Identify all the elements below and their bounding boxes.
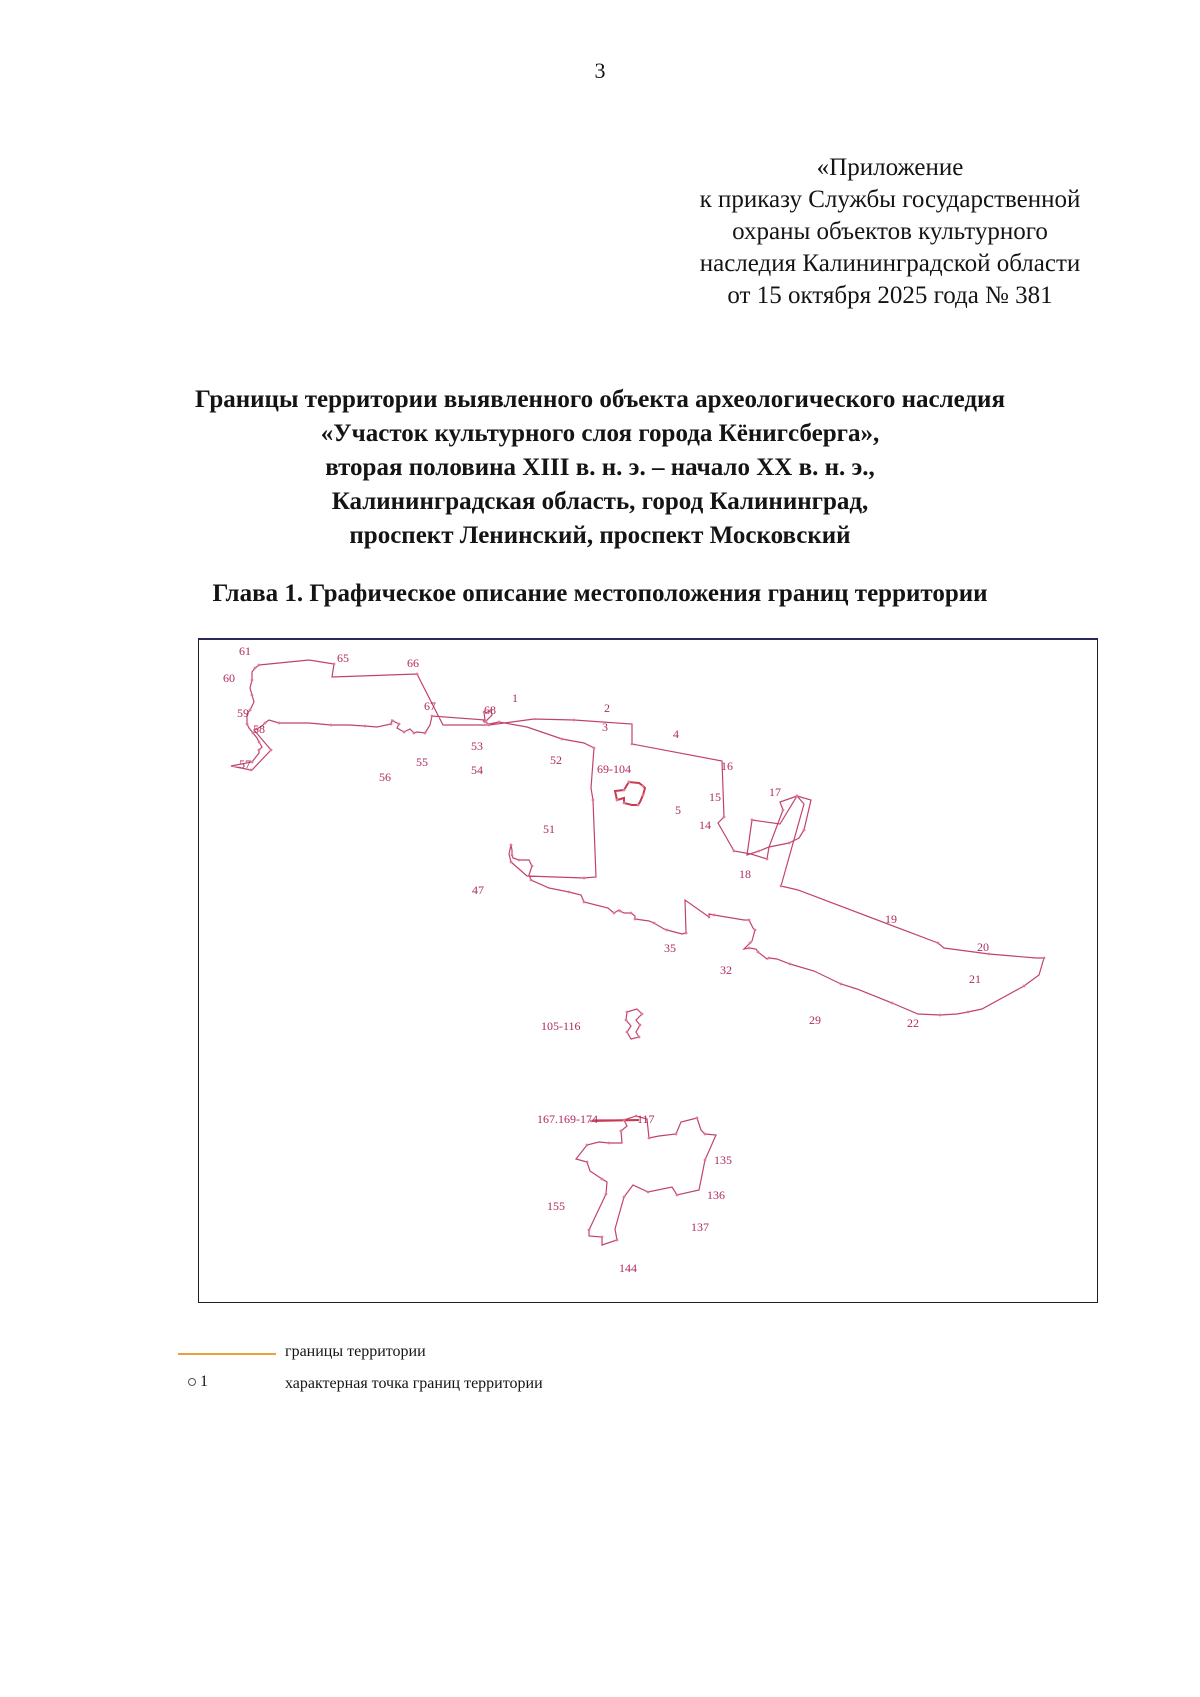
boundary-vertex [626, 1011, 629, 1014]
point-label: 58 [253, 722, 265, 736]
boundary-vertex [254, 667, 257, 670]
chapter-title: Глава 1. Графическое описание местоположения границ территории [212, 580, 988, 607]
point-label: 57 [239, 757, 251, 771]
boundary-vertex [647, 1191, 650, 1194]
boundary-vertex [626, 1031, 629, 1034]
cluster-167-174-line [591, 1120, 639, 1121]
boundary-vertex [270, 749, 273, 752]
point-label: 32 [720, 963, 732, 977]
boundary-vertex [653, 922, 656, 925]
appendix-note-line: «Приложение [816, 154, 964, 181]
boundary-vertex [431, 715, 434, 718]
legend-point-text: характерная точка границ территории [285, 1375, 543, 1392]
boundary-vertex [592, 799, 595, 802]
boundary-vertex [803, 829, 806, 832]
point-label: 155 [547, 1199, 565, 1213]
boundary-vertex [623, 1119, 626, 1122]
boundary-vertex [518, 859, 521, 862]
appendix-note-line: к приказу Службы государственной [699, 186, 1081, 213]
point-label: 68 [484, 703, 496, 717]
point-label: 55 [416, 755, 428, 769]
boundary-vertex [891, 1002, 894, 1005]
boundary-vertex [561, 738, 564, 741]
boundary-vertex [333, 663, 336, 666]
main-boundary-line [231, 660, 1044, 1015]
boundary-vertex [623, 789, 626, 792]
document-title-line: проспект Ленинский, проспект Московский [349, 522, 851, 549]
point-label: 22 [907, 1016, 919, 1030]
boundary-vertex [246, 723, 249, 726]
boundary-vertex [713, 914, 716, 917]
boundary-vertex [637, 804, 640, 807]
boundary-vertex [639, 1024, 642, 1027]
boundary-vertex [628, 781, 631, 784]
point-label: 66 [407, 656, 419, 670]
point-label: 35 [664, 941, 676, 955]
boundary-vertex [939, 1014, 942, 1017]
point-label: 21 [969, 972, 981, 986]
boundary-vertex [733, 850, 736, 853]
boundary-vertex [330, 724, 333, 727]
point-label: 4 [673, 727, 679, 741]
boundary-vertex [510, 861, 513, 864]
boundary-vertex [634, 918, 637, 921]
north-east-boundary-line [747, 796, 811, 855]
boundary-vertex [623, 802, 626, 805]
boundary-vertex [498, 721, 501, 724]
boundary-vertex [630, 912, 633, 915]
point-label: 137 [691, 1220, 709, 1234]
point-label: 61 [239, 644, 251, 658]
point-label: 17 [769, 785, 781, 799]
boundary-vertex [593, 747, 596, 750]
boundary-vertex [258, 749, 261, 752]
boundary-vertex [631, 743, 634, 746]
boundary-vertex [789, 963, 792, 966]
boundary-vertex [251, 694, 254, 697]
boundary-vertex [641, 1013, 644, 1016]
point-label: 60 [223, 671, 235, 685]
boundary-vertex [708, 916, 711, 919]
boundary-vertex [251, 679, 254, 682]
boundary-vertex [530, 879, 533, 882]
map-points [246, 663, 1046, 1242]
boundary-vertex [840, 983, 843, 986]
legend-point-sample [188, 1373, 208, 1391]
point-label: 56 [379, 770, 391, 784]
boundary-vertex [258, 664, 261, 667]
boundary-vertex [390, 723, 393, 726]
boundary-vertex [766, 858, 769, 861]
boundary-vertex [583, 901, 586, 904]
point-label: 105-116 [541, 1019, 581, 1033]
point-label: 2 [604, 701, 610, 715]
boundary-vertex [488, 724, 491, 727]
boundary-vertex [642, 785, 645, 788]
boundary-vertex [619, 910, 622, 913]
page-number: 3 [594, 58, 606, 83]
appendix-note [655, 152, 1125, 312]
point-label: 53 [471, 739, 483, 753]
boundary-vertex [675, 1133, 678, 1136]
point-label: 135 [714, 1153, 732, 1167]
boundary-vertex [364, 725, 367, 728]
boundary-vertex [586, 1144, 589, 1147]
document-title [0, 383, 1200, 553]
point-label: 136 [707, 1188, 725, 1202]
boundary-map [198, 638, 1098, 1303]
boundary-vertex [748, 919, 751, 922]
boundary-vertex [601, 1178, 604, 1181]
boundary-vertex [704, 1133, 707, 1136]
point-label: 69-104 [597, 762, 631, 776]
boundary-vertex [531, 865, 534, 868]
boundary-vertex [511, 854, 514, 857]
point-marker-icon [188, 1378, 196, 1386]
boundary-vertex [696, 1117, 699, 1120]
boundary-vertex [648, 1137, 651, 1140]
boundary-vertex [601, 1236, 604, 1239]
boundary-vertex [258, 741, 261, 744]
appendix-note-line: наследия Калининградской области [699, 250, 1081, 277]
boundary-vertex [638, 1036, 641, 1039]
boundary-vertex [754, 929, 757, 932]
point-label: 16 [721, 759, 733, 773]
boundary-vertex [583, 877, 586, 880]
boundary-vertex [573, 719, 576, 722]
boundary-vertex [586, 1161, 589, 1164]
legend-boundary-line [178, 1353, 276, 1355]
document-title-line: «Участок культурного слоя города Кёнигсберга», [320, 420, 880, 447]
boundary-vertex [796, 795, 799, 798]
point-label: 67 [424, 699, 436, 713]
appendix-note-line: охраны объектов культурного [732, 218, 1048, 245]
boundary-vertex [398, 723, 401, 726]
boundary-vertex [251, 761, 254, 764]
boundary-vertex [392, 720, 395, 723]
boundary-vertex [613, 912, 616, 915]
boundary-vertex [723, 816, 726, 819]
point-label: 29 [809, 1013, 821, 1027]
boundary-lines [231, 660, 1044, 1245]
boundary-vertex [510, 844, 513, 847]
boundary-vertex [642, 794, 645, 797]
boundary-vertex [278, 722, 281, 725]
boundary-vertex [1023, 985, 1026, 988]
point-label: 144 [619, 1261, 637, 1275]
boundary-vertex [403, 731, 406, 734]
boundary-vertex [1043, 957, 1046, 960]
boundary-vertex [768, 957, 771, 960]
boundary-vertex [588, 1229, 591, 1232]
boundary-vertex [937, 942, 940, 945]
boundary-vertex [608, 1142, 611, 1145]
boundary-vertex [967, 1011, 970, 1014]
boundary-vertex [485, 720, 488, 723]
document-title-line: Калининградская область, город Калининград, [331, 488, 869, 515]
legend-point-number: 1 [200, 1373, 208, 1390]
boundary-vertex [780, 885, 783, 888]
boundary-vertex [568, 891, 571, 894]
point-label: 47 [472, 883, 484, 897]
point-label: 117 [637, 1112, 655, 1126]
boundary-vertex [616, 799, 619, 802]
point-label: 19 [885, 912, 897, 926]
boundary-vertex [625, 1019, 628, 1022]
appendix-note-line: от 15 октября 2025 года № 381 [727, 282, 1053, 309]
point-label: 3 [602, 720, 608, 734]
boundary-vertex [416, 673, 419, 676]
boundary-vertex [704, 1159, 707, 1162]
point-label: 54 [471, 763, 483, 777]
cluster-69-104-line [615, 782, 645, 805]
legend-boundary-text: границы территории [285, 1343, 426, 1360]
point-label: 15 [709, 790, 721, 804]
boundary-vertex [605, 1193, 608, 1196]
map-point-labels [223, 644, 989, 1275]
document-title-line: Границы территории выявленного объекта археологического наследия [195, 386, 1005, 413]
point-label: 1 [512, 691, 518, 705]
point-label: 65 [337, 651, 349, 665]
document-title-line: вторая половина XIII в. н. э. – начало XX в. н. э., [325, 454, 875, 481]
boundary-vertex [788, 842, 791, 845]
boundary-vertex [751, 819, 754, 822]
point-label: 59 [237, 706, 249, 720]
point-label: 51 [543, 822, 555, 836]
point-label: 20 [977, 940, 989, 954]
boundary-vertex [424, 732, 427, 735]
boundary-vertex [782, 809, 785, 812]
boundary-vertex [685, 932, 688, 935]
point-label: 14 [699, 818, 711, 832]
point-label: 5 [675, 803, 681, 817]
boundary-map-canvas [199, 640, 1099, 1305]
boundary-vertex [757, 951, 760, 954]
boundary-vertex [666, 929, 669, 932]
point-label: 18 [739, 867, 751, 881]
boundary-vertex [413, 732, 416, 735]
boundary-vertex [623, 1196, 626, 1199]
boundary-vertex [616, 1239, 619, 1242]
boundary-vertex [249, 709, 252, 712]
point-label: 52 [550, 753, 562, 767]
boundary-vertex [676, 1194, 679, 1197]
boundary-vertex [758, 850, 761, 853]
boundary-vertex [748, 947, 751, 950]
boundary-vertex [749, 942, 752, 945]
point-label: 167.169-174 [537, 1112, 598, 1126]
boundary-vertex [620, 1130, 623, 1133]
